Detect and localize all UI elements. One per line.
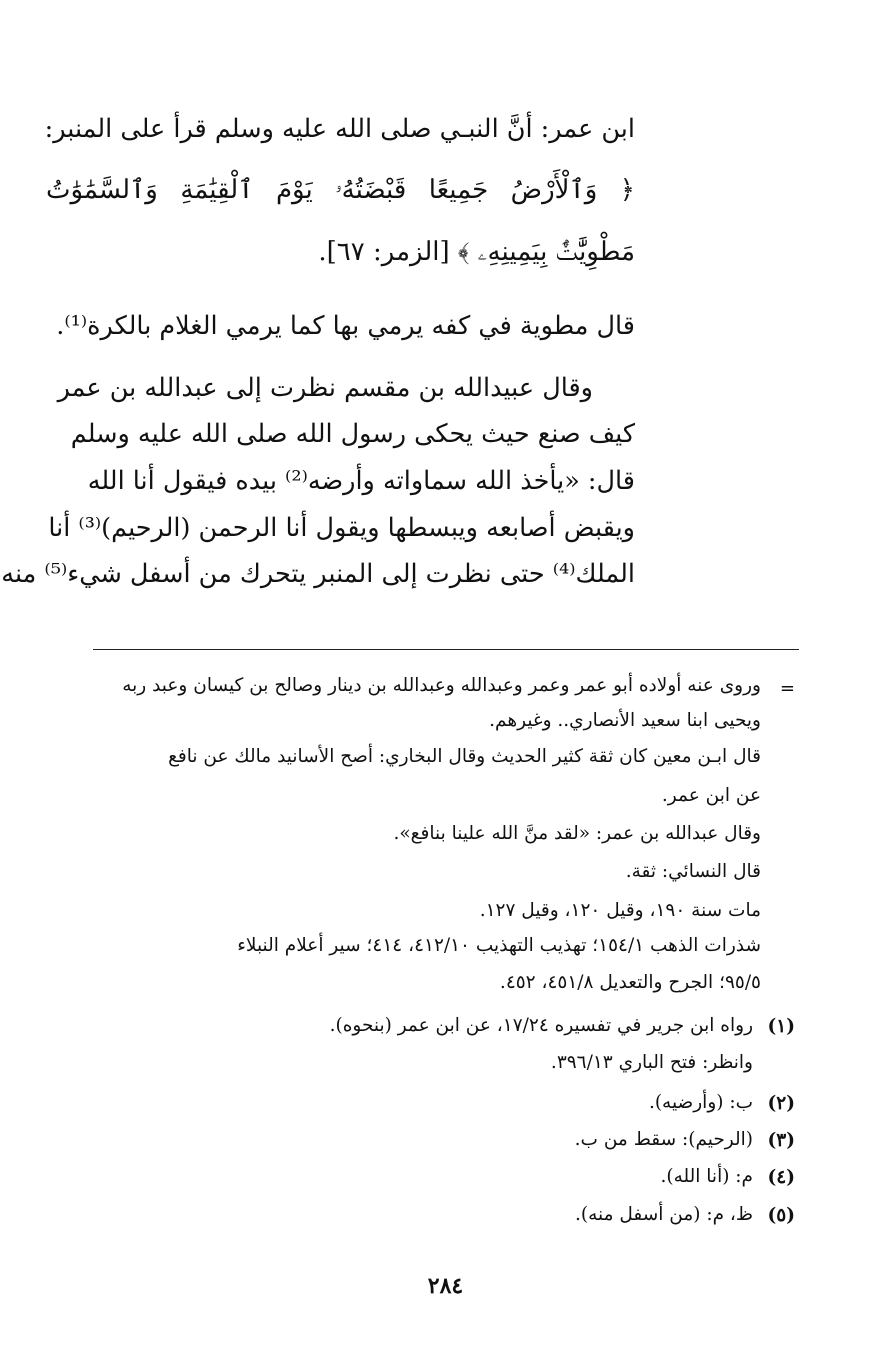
footnote-2-text: ب: (وأرضيه). <box>648 1092 753 1113</box>
footnote-5-text: ظ، م: (من أسفل منه). <box>574 1204 753 1225</box>
footnote-1-line-1: رواه ابن جرير في تفسيره ١٧/٢٤، عن ابن عمر (بنحوه). <box>329 1015 753 1036</box>
footnote-number-5: (٥) <box>767 1205 795 1226</box>
page-number: ٢٨٤ <box>427 1273 464 1299</box>
quran-verse-line-1: ﴿ وَٱلْأَرْضُ جَمِيعًا قَبْضَتُهُۥ يَوْمَ ٱلْقِيَٰمَةِ وَٱلسَّمَٰوَٰتُ <box>46 175 635 205</box>
footnote-continuation-line-5: وقال عبدالله بن عمر: «لقد منَّ الله علينا بنافع». <box>393 823 761 844</box>
body-line-7: قال: «يأخذ الله سماواته وأرضه⁽²⁾ بيده فيقول أنا الله <box>87 466 635 496</box>
footnote-continuation-line-4: عن ابن عمر. <box>661 785 761 806</box>
body-line-5: وقال عبيدالله بن مقسم نظرت إلى عبدالله بن عمر <box>57 373 593 403</box>
footnote-continuation-line-7: مات سنة ١٩٠، وقيل ١٢٠، وقيل ١٢٧. <box>479 900 761 921</box>
body-line-6: كيف صنع حيث يحكى رسول الله صلى الله عليه وسلم <box>70 419 635 449</box>
footnote-number-3: (٣) <box>767 1130 795 1151</box>
continuation-mark: = <box>779 678 795 699</box>
footnote-continuation-line-9: ٩٥/٥؛ الجرح والتعديل ٤٥١/٨، ٤٥٢. <box>499 972 761 993</box>
quran-verse-line-2: مَطْوِيَّٰتٌۢ بِيَمِينِهِۦ ﴾ [الزمر: ٦٧]. <box>318 237 635 267</box>
body-line-9: الملك⁽⁴⁾ حتى نظرت إلى المنبر يتحرك من أسفل شيء⁽⁵⁾ منه <box>1 559 635 589</box>
footnote-3-text: (الرحيم): سقط من ب. <box>574 1129 753 1150</box>
body-line-1: ابن عمر: أنَّ النبـي صلى الله عليه وسلم قرأ على المنبر: <box>44 114 635 144</box>
footnote-4-text: م: (أنا الله). <box>660 1166 753 1187</box>
body-line-8: ويقبض أصابعه ويبسطها ويقول أنا الرحمن (الرحيم)⁽³⁾ أنا <box>48 513 635 543</box>
footnote-separator <box>93 649 799 650</box>
footnote-continuation-line-6: قال النسائي: ثقة. <box>625 861 761 882</box>
footnote-continuation-line-8: شذرات الذهب ١٥٤/١؛ تهذيب التهذيب ٤١٢/١٠، ٤١٤؛ سير أعلام النبلاء <box>237 935 761 956</box>
body-line-4: قال مطوية في كفه يرمي بها كما يرمي الغلام بالكرة⁽¹⁾. <box>56 311 635 341</box>
footnote-number-4: (٤) <box>767 1167 795 1188</box>
footnote-1-line-2: وانظر: فتح الباري ٣٩٦/١٣. <box>550 1052 753 1073</box>
footnote-continuation-line-1: وروى عنه أولاده أبو عمر وعمر وعبدالله وعبدالله بن دينار وصالح بن كيسان وعبد ربه <box>122 675 761 696</box>
footnote-continuation-line-2: ويحيى ابنا سعيد الأنصاري.. وغيرهم. <box>489 710 761 731</box>
footnote-continuation-line-3: قال ابـن معين كان ثقة كثير الحديث وقال البخاري: أصح الأسانيد مالك عن نافع <box>168 746 761 767</box>
footnote-number-2: (٢) <box>767 1093 795 1114</box>
footnote-number-1: (١) <box>767 1016 795 1037</box>
